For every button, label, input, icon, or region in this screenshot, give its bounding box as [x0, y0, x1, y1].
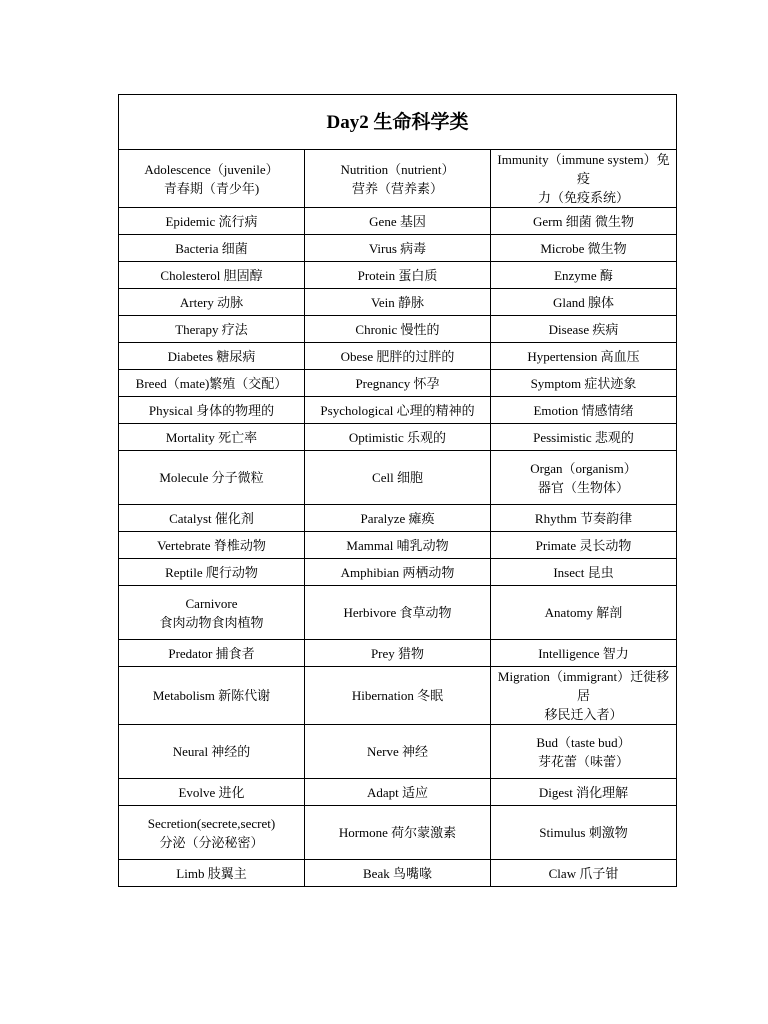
vocab-cell: Germ 细菌 微生物 — [491, 208, 677, 235]
vocab-cell: Claw 爪子钳 — [491, 860, 677, 887]
table-row — [119, 235, 677, 262]
table-row — [119, 806, 677, 860]
vocab-cell: Organ（organism） 器官（生物体） — [491, 451, 677, 505]
vocab-cell: Bud（taste bud） 芽花蕾（味蕾） — [491, 725, 677, 779]
vocab-cell: Enzyme 酶 — [491, 262, 677, 289]
table-row — [119, 208, 677, 235]
vocab-cell: Beak 鸟嘴喙 — [305, 860, 491, 887]
document-title: Day2 生命科学类 — [119, 95, 677, 150]
vocab-cell: Herbivore 食草动物 — [305, 586, 491, 640]
vocab-cell: Stimulus 刺激物 — [491, 806, 677, 860]
vocab-cell: Neural 神经的 — [119, 725, 305, 779]
vocab-cell: Gland 腺体 — [491, 289, 677, 316]
vocab-cell: Evolve 进化 — [119, 779, 305, 806]
vocab-cell: Artery 动脉 — [119, 289, 305, 316]
vocab-cell: Therapy 疗法 — [119, 316, 305, 343]
vocab-cell: Mortality 死亡率 — [119, 424, 305, 451]
vocab-cell: Obese 肥胖的过胖的 — [305, 343, 491, 370]
vocab-cell: Paralyze 瘫痪 — [305, 505, 491, 532]
vocab-cell: Hypertension 高血压 — [491, 343, 677, 370]
vocab-cell: Catalyst 催化剂 — [119, 505, 305, 532]
vocab-cell: Metabolism 新陈代谢 — [119, 667, 305, 725]
vocab-cell: Migration（immigrant）迁徙移居 移民迁入者） — [491, 667, 677, 725]
vocab-cell: Hormone 荷尔蒙激素 — [305, 806, 491, 860]
table-row — [119, 424, 677, 451]
table-row — [119, 370, 677, 397]
vocab-cell: Intelligence 智力 — [491, 640, 677, 667]
table-row — [119, 559, 677, 586]
table-row — [119, 397, 677, 424]
table-row — [119, 860, 677, 887]
vocab-cell: Prey 猎物 — [305, 640, 491, 667]
vocab-cell: Immunity（immune system）免疫 力（免疫系统） — [491, 150, 677, 208]
vocab-cell: Molecule 分子微粒 — [119, 451, 305, 505]
vocab-cell: Mammal 哺乳动物 — [305, 532, 491, 559]
vocab-cell: Primate 灵长动物 — [491, 532, 677, 559]
vocab-cell: Breed（mate)繁殖（交配） — [119, 370, 305, 397]
vocab-cell: Epidemic 流行病 — [119, 208, 305, 235]
vocab-cell: Psychological 心理的精神的 — [305, 397, 491, 424]
table-row — [119, 343, 677, 370]
vocab-cell: Disease 疾病 — [491, 316, 677, 343]
vocab-cell: Microbe 微生物 — [491, 235, 677, 262]
vocab-cell: Vein 静脉 — [305, 289, 491, 316]
table-row — [119, 725, 677, 779]
table-row — [119, 505, 677, 532]
table-row — [119, 150, 677, 208]
vocab-cell: Physical 身体的物理的 — [119, 397, 305, 424]
table-row — [119, 640, 677, 667]
vocab-cell: Diabetes 糖尿病 — [119, 343, 305, 370]
table-row — [119, 667, 677, 725]
vocab-cell: Anatomy 解剖 — [491, 586, 677, 640]
vocab-cell: Virus 病毒 — [305, 235, 491, 262]
vocab-cell: Protein 蛋白质 — [305, 262, 491, 289]
vocab-cell: Rhythm 节奏韵律 — [491, 505, 677, 532]
vocab-cell: Secretion(secrete,secret) 分泌（分泌秘密） — [119, 806, 305, 860]
vocab-cell: Digest 消化理解 — [491, 779, 677, 806]
vocab-cell: Carnivore 食肉动物食肉植物 — [119, 586, 305, 640]
vocab-cell: Cholesterol 胆固醇 — [119, 262, 305, 289]
vocabulary-table — [118, 94, 677, 887]
table-row — [119, 451, 677, 505]
vocabulary-body — [119, 150, 677, 887]
table-row — [119, 262, 677, 289]
vocab-cell: Insect 昆虫 — [491, 559, 677, 586]
vocab-cell: Symptom 症状迹象 — [491, 370, 677, 397]
vocab-cell: Adolescence（juvenile） 青春期（青少年) — [119, 150, 305, 208]
title-row — [119, 95, 677, 150]
vocab-cell: Bacteria 细菌 — [119, 235, 305, 262]
vocab-cell: Nutrition（nutrient） 营养（营养素） — [305, 150, 491, 208]
vocab-cell: Pregnancy 怀孕 — [305, 370, 491, 397]
vocab-cell: Limb 肢翼主 — [119, 860, 305, 887]
vocab-cell: Emotion 情感情绪 — [491, 397, 677, 424]
table-row — [119, 586, 677, 640]
vocab-cell: Cell 细胞 — [305, 451, 491, 505]
vocab-cell: Optimistic 乐观的 — [305, 424, 491, 451]
table-row — [119, 532, 677, 559]
vocab-cell: Nerve 神经 — [305, 725, 491, 779]
document-page — [118, 94, 677, 887]
table-row — [119, 289, 677, 316]
vocab-cell: Reptile 爬行动物 — [119, 559, 305, 586]
vocab-cell: Hibernation 冬眠 — [305, 667, 491, 725]
vocab-cell: Gene 基因 — [305, 208, 491, 235]
table-row — [119, 316, 677, 343]
vocab-cell: Predator 捕食者 — [119, 640, 305, 667]
vocab-cell: Chronic 慢性的 — [305, 316, 491, 343]
vocab-cell: Amphibian 两栖动物 — [305, 559, 491, 586]
vocab-cell: Vertebrate 脊椎动物 — [119, 532, 305, 559]
vocab-cell: Adapt 适应 — [305, 779, 491, 806]
vocab-cell: Pessimistic 悲观的 — [491, 424, 677, 451]
table-row — [119, 779, 677, 806]
